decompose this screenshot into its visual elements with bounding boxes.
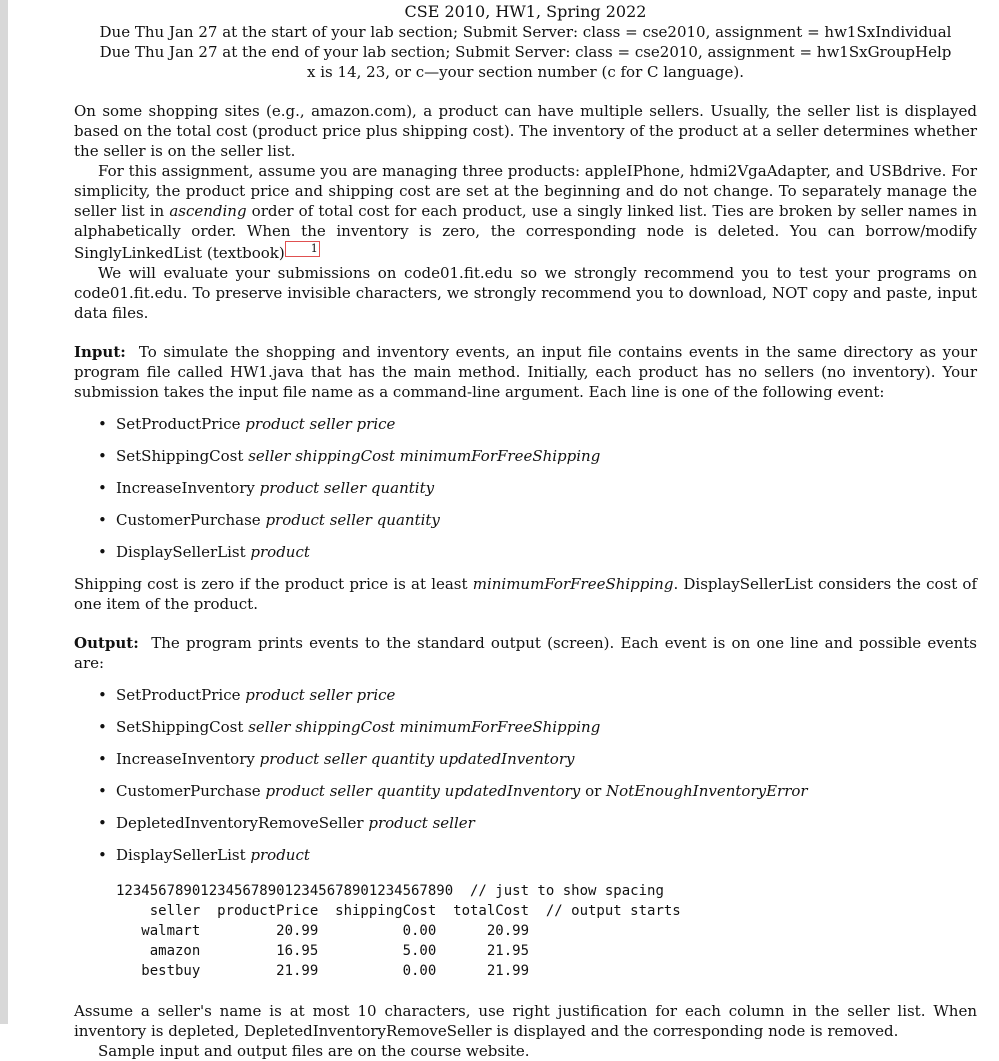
event-or: or — [585, 782, 602, 800]
intro-paragraph-2 — [74, 161, 977, 263]
input-event-list — [94, 408, 977, 568]
list-item — [94, 807, 977, 839]
list-item — [94, 679, 977, 711]
list-item — [94, 711, 977, 743]
event-name: SetShippingCost — [116, 447, 244, 465]
event-name: DepletedInventoryRemoveSeller — [116, 814, 364, 832]
intro-paragraph-3: We will evaluate your submissions on code01.fit.edu so we strongly recommend you to test your programs on code01.fit.edu. To preserve invisible characters, we strongly recommend you to download, NOT copy and paste, input data files. — [74, 264, 977, 322]
event-args: product seller quantity updatedInventory — [259, 750, 575, 768]
intro-p2-start: For this assignment, assume you are managing three products: appleIPhone, hdmi2VgaAdapter, and USBdrive. For simplicity, the product price and shipping cost are set at the beginning and do not change. To separately manage the seller list in — [74, 162, 977, 220]
list-item — [94, 440, 977, 472]
event-args: product seller quantity updatedInventory — [265, 782, 581, 800]
assignment-header — [74, 0, 977, 82]
shipping-note-emphasis: minimumForFreeShipping — [472, 575, 674, 593]
event-args: product — [250, 543, 310, 561]
event-name: SetProductPrice — [116, 415, 241, 433]
list-item — [94, 775, 977, 807]
list-item — [94, 472, 977, 504]
shipping-note — [74, 574, 977, 614]
event-args: product seller price — [245, 415, 396, 433]
event-name: SetProductPrice — [116, 686, 241, 704]
intro-paragraph-1: On some shopping sites (e.g., amazon.com), a product can have multiple sellers. Usually, the seller list is displayed based on the total cost (product price plus shipping cost). The inventory of the product at a seller determines whether the seller is on the seller list. — [74, 102, 977, 160]
intro-p2-end: order of total cost for each product, use a singly linked list. Ties are broken by seller names in alphabetically order. When the inventory is zero, the corresponding node is deleted. You can borrow/modify SinglyLinkedList (textbook) — [74, 202, 977, 262]
shipping-note-start: Shipping cost is zero if the product price is at least — [74, 575, 473, 593]
event-args: product seller price — [245, 686, 396, 704]
event-name: IncreaseInventory — [116, 479, 255, 497]
assignment-title: CSE 2010, HW1, Spring 2022 — [404, 2, 647, 21]
event-args: seller shippingCost minimumForFreeShipping — [248, 447, 601, 465]
footnote-link[interactable]: 1 — [285, 241, 320, 257]
input-label: Input: — [74, 343, 126, 361]
code-line: bestbuy 21.99 0.00 21.99 — [116, 963, 530, 979]
event-args: product seller quantity — [265, 511, 440, 529]
event-name: IncreaseInventory — [116, 750, 255, 768]
event-name: CustomerPurchase — [116, 782, 261, 800]
event-name: CustomerPurchase — [116, 511, 261, 529]
event-args: product seller quantity — [259, 479, 435, 497]
list-item — [94, 839, 977, 871]
due-line-individual: Due Thu Jan 27 at the start of your lab section; Submit Server: class = cse2010, assignment = hw1SxIndividual — [99, 23, 952, 41]
input-section — [74, 342, 977, 402]
list-item — [94, 536, 977, 568]
event-name: DisplaySellerList — [116, 846, 246, 864]
sample-output-code — [116, 881, 977, 981]
code-line: seller productPrice shippingCost totalCost // output starts — [116, 903, 681, 919]
event-alt: NotEnoughInventoryError — [606, 782, 808, 800]
closing-paragraph-2: Sample input and output files are on the course website. — [98, 1042, 530, 1060]
event-args: product — [250, 846, 310, 864]
event-name: DisplaySellerList — [116, 543, 246, 561]
list-item — [94, 504, 977, 536]
event-args: product seller — [368, 814, 475, 832]
list-item — [94, 743, 977, 775]
code-line: amazon 16.95 5.00 21.95 — [116, 943, 530, 959]
output-event-list — [94, 679, 977, 871]
list-item — [94, 408, 977, 440]
intro-p2-emphasis: ascending — [169, 202, 247, 220]
input-description: To simulate the shopping and inventory events, an input file contains events in the same directory as your program file called HW1.java that has the main method. Initially, each product has no sellers (no inventory). Your submission takes the input file name as a command-line argument. Each line is one of the following event: — [74, 343, 977, 401]
section-note: x is 14, 23, or c—your section number (c for C language). — [307, 63, 744, 81]
event-args: seller shippingCost minimumForFreeShipping — [248, 718, 601, 736]
code-line: 1234567890123456789012345678901234567890 // just to show spacing — [116, 883, 664, 899]
output-description: The program prints events to the standard output (screen). Each event is on one line and possible events are: — [74, 634, 977, 672]
shipping-note-end: . DisplaySellerList considers the cost of one item of the product. — [74, 575, 977, 613]
output-section — [74, 633, 977, 673]
output-label: Output: — [74, 634, 139, 652]
due-line-group: Due Thu Jan 27 at the end of your lab section; Submit Server: class = cse2010, assignment = hw1SxGroupHelp — [99, 43, 952, 61]
event-name: SetShippingCost — [116, 718, 244, 736]
closing-paragraph-1: Assume a seller's name is at most 10 characters, use right justification for each column in the seller list. When inventory is depleted, DepletedInventoryRemoveSeller is displayed and the corresponding node is removed. — [74, 1002, 977, 1040]
code-line: walmart 20.99 0.00 20.99 — [116, 923, 530, 939]
